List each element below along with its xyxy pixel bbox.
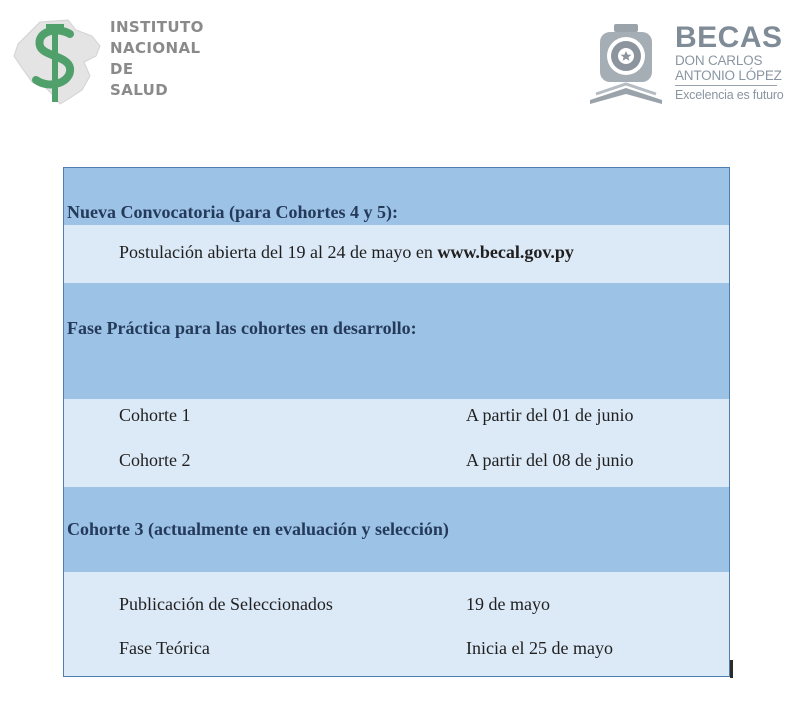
section-3-heading: Cohorte 3 (actualmente en evaluación y selección) — [67, 519, 449, 539]
section-1-body — [64, 225, 729, 283]
becal-link[interactable]: www.becal.gov.py — [437, 242, 574, 262]
section-3-header — [64, 487, 729, 572]
becas-subtitle-2: ANTONIO LÓPEZ — [675, 68, 782, 83]
institute-name-line-2: NACIONAL — [110, 39, 201, 57]
becas-divider — [675, 85, 777, 86]
notice-box — [63, 167, 730, 677]
becas-logo — [586, 22, 786, 110]
section-3-body — [64, 572, 729, 676]
box-edge-mark — [730, 660, 733, 678]
section-2-body — [64, 399, 729, 487]
becas-locomotive-book-icon — [586, 22, 666, 108]
application-period: Postulación abierta del 19 al 24 de mayo en — [119, 242, 438, 262]
institute-name-line-3: DE — [110, 60, 134, 78]
selected-publication-label: Publicación de Seleccionados — [119, 594, 333, 614]
becas-tagline: Excelencia es futuro — [675, 88, 784, 102]
theory-phase-date: Inicia el 25 de mayo — [466, 638, 613, 658]
selected-publication-date: 19 de mayo — [466, 594, 550, 614]
theory-phase-label: Fase Teórica — [119, 638, 210, 658]
section-1-heading: Nueva Convocatoria (para Cohortes 4 y 5): — [67, 202, 398, 222]
institute-logo — [10, 16, 204, 108]
section-1-header — [64, 168, 729, 225]
application-text — [119, 242, 574, 263]
becas-title: BECAS — [675, 21, 783, 54]
section-2-heading: Fase Práctica para las cohortes en desarrollo: — [67, 318, 417, 338]
cohort-2-date: A partir del 08 de junio — [466, 450, 634, 470]
cohort-1-date: A partir del 01 de junio — [466, 405, 634, 425]
section-2-header — [64, 283, 729, 399]
becas-subtitle-1: DON CARLOS — [675, 53, 763, 68]
institute-name-line-1: INSTITUTO — [110, 18, 204, 36]
cohort-1-label: Cohorte 1 — [119, 405, 191, 425]
institute-emblem-icon — [10, 16, 105, 108]
cohort-2-label: Cohorte 2 — [119, 450, 191, 470]
institute-name-line-4: SALUD — [110, 81, 169, 99]
